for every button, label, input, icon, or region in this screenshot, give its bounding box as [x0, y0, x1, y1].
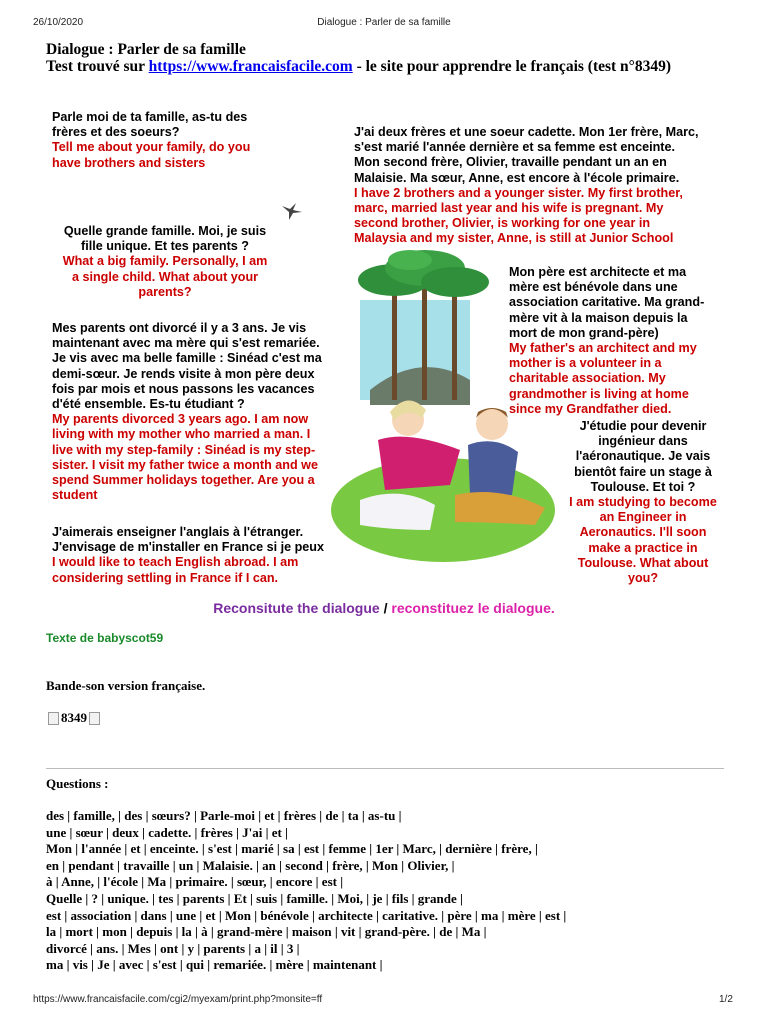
b4-en-line: mother is a volunteer in a	[509, 356, 662, 371]
b5-fr-line: Je vis avec ma belle famille : Sinéad c'est ma	[52, 351, 322, 366]
broken-image-icon	[48, 712, 59, 725]
b3-fr-line: fille unique. Et tes parents ?	[81, 239, 249, 254]
dialogue-block-1	[52, 110, 250, 171]
audio-label: Bande-son version française.	[46, 678, 206, 693]
site-link[interactable]: https://www.francaisfacile.com	[148, 58, 353, 75]
b5-fr-line: fois par mois et nous passons les vacances	[52, 381, 315, 396]
b7-en-line: I would like to teach English abroad. I am	[52, 555, 299, 570]
b2-en-line: Malaysia and my sister, Anne, is still at Junior School	[354, 231, 674, 246]
b2-en-line: I have 2 brothers and a younger sister. My first brother,	[354, 185, 683, 200]
question-line: une | sœur | deux | cadette. | frères | J'ai | et |	[46, 824, 288, 840]
b5-fr-line: d'été ensemble. Es-tu étudiant ?	[52, 397, 245, 412]
print-date: 26/10/2020	[33, 17, 84, 28]
audio-player-placeholder[interactable]	[46, 710, 102, 726]
b6-en-line: an Engineer in	[599, 510, 687, 525]
b1-en-line: Tell me about your family, do you	[52, 140, 251, 155]
b2-en-line: marc, married last year and his wife is pregnant. My	[354, 201, 664, 216]
instruction-en: Reconsitute the dialogue	[213, 600, 380, 616]
b6-fr-line: ingénieur dans	[598, 434, 688, 449]
b2-fr-line: Malaisie. Ma sœur, Anne, est encore à l'école primaire.	[354, 170, 680, 185]
b4-fr-line: association caritative. Ma grand-	[509, 295, 705, 310]
instruction-fr: reconstituez le dialogue.	[391, 600, 555, 616]
b4-en-line: since my Grandfather died.	[509, 401, 672, 416]
b5-en-line: live with my step-family : Sinéad is my step-	[52, 442, 316, 457]
b7-fr-line: J'aimerais enseigner l'anglais à l'étranger.	[52, 525, 304, 539]
b3-fr-line: Quelle grande famille. Moi, je suis	[63, 224, 267, 238]
question-line: Mon | l'année | et | enceinte. | s'est | marié | sa | est | femme | 1er | Marc, | dernière | frère, |	[46, 841, 538, 857]
question-line: des | famille, | des | sœurs? | Parle-moi | et | frères | de | ta | as-tu |	[46, 808, 402, 823]
instruction-line	[0, 600, 768, 616]
question-line: Quelle | ? | unique. | tes | parents | Et | suis | famille. | Moi, | je | fils | grande |	[46, 890, 463, 906]
b4-en-line: charitable association. My	[509, 371, 666, 386]
b6-en-line: I am studying to become	[569, 495, 717, 510]
question-line: divorcé | ans. | Mes | ont | y | parents | a | il | 3 |	[46, 940, 300, 956]
dialogue-block-7	[52, 525, 324, 586]
author-credit: Texte de babyscot59	[46, 631, 164, 645]
divider	[46, 768, 724, 769]
dialogue-block-3	[40, 224, 290, 300]
b4-fr-line: mort de mon grand-père)	[509, 325, 659, 340]
b2-fr-line: Mon second frère, Olivier, travaille pendant un an en	[354, 155, 667, 170]
questions-heading: Questions :	[46, 776, 109, 791]
b1-en-line: have brothers and sisters	[52, 155, 206, 170]
b3-en-line: parents?	[138, 284, 192, 299]
bird-shape	[282, 203, 302, 220]
b1-fr-line: Parle moi de ta famille, as-tu des	[52, 110, 248, 124]
dialogue-block-6	[548, 419, 738, 586]
b6-fr-line: J'étudie pour devenir	[579, 419, 707, 433]
question-line: à | Anne, | l'école | Ma | primaire. | sœur, | encore | est |	[46, 874, 344, 890]
b6-en-line: make a practice in	[588, 540, 698, 555]
b5-en-line: living with my mother who married a man. I	[52, 427, 311, 442]
b3-en-line: What a big family. Personally, I am	[62, 254, 268, 269]
b5-en-line: spend Summer holidays together. Are you a	[52, 473, 315, 488]
b5-fr-line: demi-sœur. Je rends visite à mon père deux	[52, 366, 315, 381]
b2-fr-line: J'ai deux frères et une soeur cadette. Mon 1er frère, Marc,	[354, 125, 699, 139]
b6-fr-line: bientôt faire un stage à	[574, 464, 712, 479]
page-number: 1/2	[719, 994, 733, 1005]
source-line	[46, 58, 671, 76]
b6-fr-line: l'aéronautique. Je vais	[575, 449, 711, 464]
question-line: ma | vis | Je | avec | s'est | qui | remariée. | mère | maintenant |	[46, 957, 383, 973]
dialogue-block-5	[52, 321, 322, 503]
source-suffix: - le site pour apprendre le français (test n°8349)	[352, 58, 672, 75]
instruction-separator: /	[379, 600, 392, 616]
b5-en-line: student	[52, 488, 98, 503]
questions-list	[46, 808, 566, 974]
b4-fr-line: mère est bénévole dans une	[509, 280, 678, 295]
dialogue-block-2	[354, 125, 699, 247]
question-line: la | mort | mon | depuis | la | à | grand-mère | maison | vit | grand-père. | de | Ma |	[46, 924, 487, 940]
b6-fr-line: Toulouse. Et toi ?	[590, 479, 696, 494]
b6-en-line: Toulouse. What about	[577, 555, 709, 570]
print-title: Dialogue : Parler de sa famille	[317, 17, 451, 28]
dialogue-block-4	[509, 265, 704, 417]
source-prefix: Test trouvé sur	[46, 58, 149, 75]
b5-en-line: My parents divorced 3 years ago. I am now	[52, 412, 309, 427]
question-line: en | pendant | travaille | un | Malaisie. | an | second | frère, | Mon | Olivier, |	[46, 857, 455, 873]
question-line: est | association | dans | une | et | Mon | bénévole | architecte | caritative. | père | ma | mère | est |	[46, 907, 567, 923]
b6-en-line: you?	[627, 571, 659, 586]
b5-en-line: sister. I visit my father twice a month and we	[52, 457, 318, 472]
print-url: https://www.francaisfacile.com/cgi2/myexam/print.php?monsite=ff	[33, 994, 323, 1005]
b2-en-line: second brother, Olivier, is working for one year in	[354, 216, 651, 231]
b4-fr-line: Mon père est architecte et ma	[509, 265, 687, 279]
audio-alt-text: 8349	[61, 710, 87, 725]
b1-fr-line: frères et des soeurs?	[52, 125, 180, 140]
b4-fr-line: mère vit à la maison depuis la	[509, 310, 688, 325]
broken-image-icon	[89, 712, 100, 725]
b5-fr-line: maintenant avec ma mère qui s'est remariée.	[52, 336, 320, 351]
b3-en-line: a single child. What about your	[71, 269, 259, 284]
b4-en-line: grandmother is living at home	[509, 386, 689, 401]
b5-fr-line: Mes parents ont divorcé il y a 3 ans. Je vis	[52, 321, 307, 335]
b7-en-line: considering settling in France if I can.	[52, 570, 279, 585]
b2-fr-line: s'est marié l'année dernière et sa femme est enceinte.	[354, 140, 675, 155]
b7-fr-line: J'envisage de m'installer en France si je peux	[52, 540, 324, 555]
page-title: Dialogue : Parler de sa famille	[46, 41, 246, 58]
b6-en-line: Aeronautics. I'll soon	[579, 525, 707, 540]
bird-icon	[280, 200, 306, 222]
b4-en-line: My father's an architect and my	[509, 341, 697, 356]
